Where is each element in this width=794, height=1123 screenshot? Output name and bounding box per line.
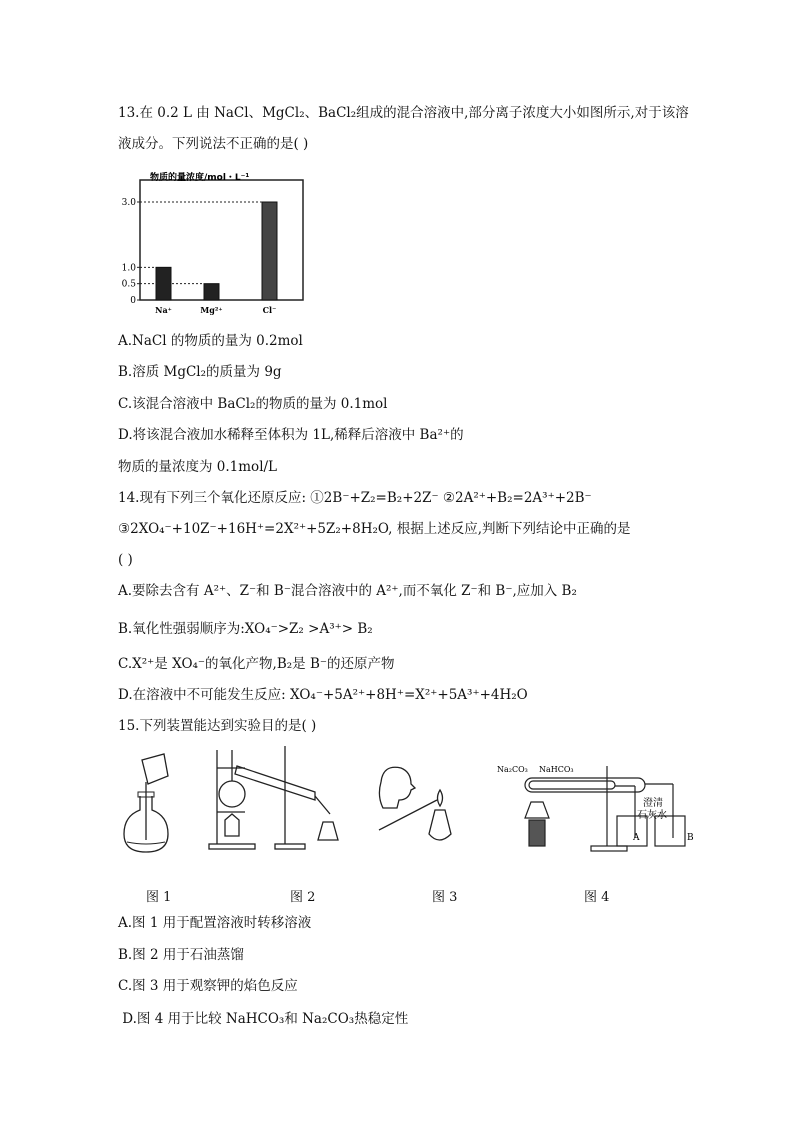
q13-bar-chart bbox=[118, 168, 308, 318]
q13-option-a: A.NaCl 的物质的量为 0.2mol bbox=[118, 333, 303, 349]
beaker bbox=[142, 754, 168, 784]
q13-stem-line2: 液成分。下列说法不正确的是( ) bbox=[118, 136, 309, 152]
label-a: A bbox=[633, 833, 640, 843]
caption-fig3: 图 3 bbox=[432, 890, 458, 905]
q14-paren: ( ) bbox=[118, 552, 133, 568]
label-b: B bbox=[687, 833, 694, 843]
alcohol-lamp bbox=[429, 810, 451, 840]
q14-stem-line1: 14.现有下列三个氧化还原反应: ①2B⁻+Z₂=B₂+2Z⁻ ②2A²⁺+B₂=2A³⁺+2B⁻ bbox=[118, 490, 592, 506]
condenser bbox=[235, 766, 315, 800]
q14-option-d: D.在溶液中不可能发生反应: XO₄⁻+5A²⁺+8H⁺=X²⁺+5A³⁺+4H₂O bbox=[118, 687, 528, 703]
y-tick-label: 0.5 bbox=[121, 279, 136, 290]
outer-test-tube bbox=[525, 778, 645, 792]
q13-stem-line1: 13.在 0.2 L 由 NaCl、MgCl₂、BaCl₂组成的混合溶液中,部分离子浓度大小如图所示,对于该溶 bbox=[118, 105, 689, 121]
q15-option-d: D.图 4 用于比较 NaHCO₃和 Na₂CO₃热稳定性 bbox=[118, 1011, 409, 1027]
bar-2 bbox=[262, 202, 277, 300]
y-tick-label: 3.0 bbox=[121, 198, 136, 208]
x-category-label: Mg²⁺ bbox=[200, 305, 223, 315]
figure-4-thermal-stability-apparatus bbox=[495, 760, 695, 860]
bar-chart-svg bbox=[118, 168, 308, 318]
q13-option-d-cont: 物质的量浓度为 0.1mol/L bbox=[118, 459, 278, 475]
q13-option-b: B.溶质 MgCl₂的质量为 9g bbox=[118, 364, 282, 380]
caption-fig1: 图 1 bbox=[146, 890, 172, 905]
q15-option-a: A.图 1 用于配置溶液时转移溶液 bbox=[118, 915, 312, 931]
label-na2co3: Na₂CO₃ bbox=[497, 765, 528, 774]
figure-1-transfer-apparatus bbox=[118, 752, 188, 862]
q14-option-a: A.要除去含有 A²⁺、Z⁻和 B⁻混合溶液中的 A²⁺,而不氧化 Z⁻和 B⁻,应加入 B₂ bbox=[118, 583, 577, 599]
platinum-wire bbox=[379, 800, 437, 830]
x-category-label: Cl⁻ bbox=[262, 305, 277, 315]
q14-option-b: B.氧化性强弱顺序为:XO₄⁻>Z₂ >A³⁺> B₂ bbox=[118, 621, 373, 637]
x-category-label: Na⁺ bbox=[155, 305, 172, 315]
figure-3-flame-test bbox=[375, 760, 475, 855]
bar-1 bbox=[204, 284, 219, 300]
caption-fig4: 图 4 bbox=[584, 890, 610, 905]
y-tick-label: 1.0 bbox=[121, 263, 136, 274]
q14-option-c: C.X²⁺是 XO₄⁻的氧化产物,B₂是 B⁻的还原产物 bbox=[118, 656, 395, 672]
q13-option-d: D.将该混合液加水稀释至体积为 1L,稀释后溶液中 Ba²⁺的 bbox=[118, 427, 464, 443]
q13-option-c: C.该混合溶液中 BaCl₂的物质的量为 0.1mol bbox=[118, 396, 388, 412]
q14-stem-line2: ③2XO₄⁻+10Z⁻+16H⁺=2X²⁺+5Z₂+8H₂O, 根据上述反应,判断下列结论中正确的是 bbox=[118, 521, 631, 537]
q15-option-b: B.图 2 用于石油蒸馏 bbox=[118, 947, 244, 963]
alcohol-lamp bbox=[525, 802, 549, 818]
receiving-flask bbox=[318, 822, 338, 840]
figure-2-distillation-apparatus bbox=[205, 744, 350, 854]
flame-icon bbox=[438, 790, 443, 806]
caption-fig2: 图 2 bbox=[290, 890, 316, 905]
label-nahco3: NaHCO₃ bbox=[539, 765, 574, 774]
q15-stem: 15.下列装置能达到实验目的是( ) bbox=[118, 718, 317, 734]
observer-face bbox=[379, 767, 415, 808]
chart-title: 物质的量浓度/mol・L⁻¹ bbox=[150, 173, 250, 183]
y-tick-label: 0 bbox=[130, 296, 136, 306]
alcohol-lamp bbox=[225, 814, 239, 836]
distilling-flask bbox=[219, 781, 245, 807]
label-lime-water-2: 石灰水 bbox=[637, 810, 667, 821]
inner-test-tube bbox=[529, 781, 615, 789]
label-lime-water-1: 澄清 bbox=[643, 798, 663, 809]
q15-option-c: C.图 3 用于观察钾的焰色反应 bbox=[118, 978, 298, 994]
